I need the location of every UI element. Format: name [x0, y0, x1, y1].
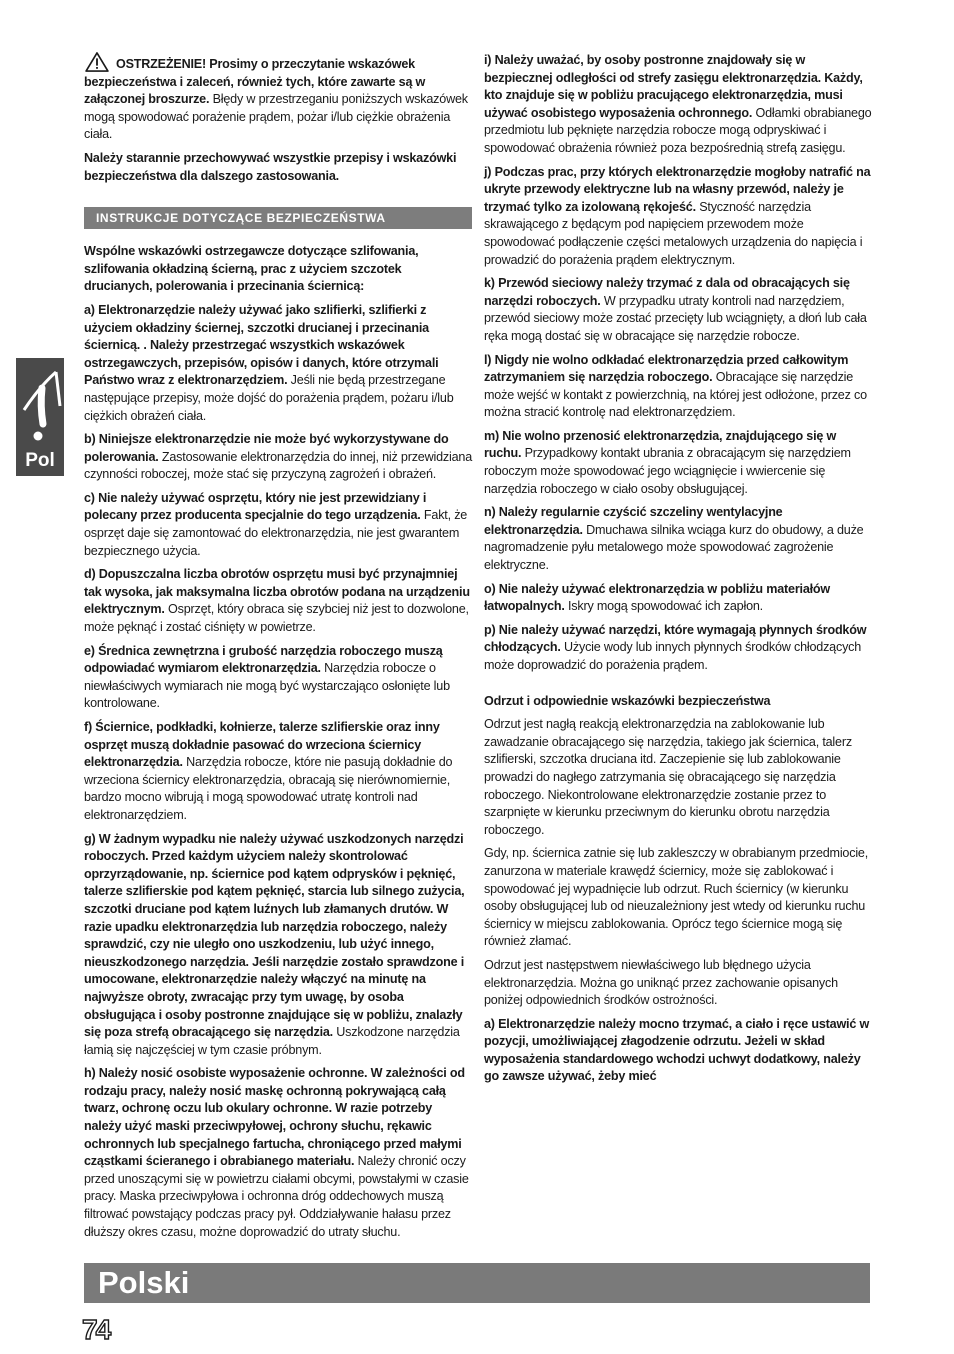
item-n: [484, 504, 872, 574]
item-k: [484, 275, 872, 345]
kickback-item-a: a) Elektronarzędzie należy mocno trzymać, a ciało i ręce ustawić w pozycji, umożliwiającej złagodzenie odrzutu. Jeżeli w skład wyposażenia standardowego wchodzi uchwyt dodatkowy, należy go zawsze używać, żeby mieć: [484, 1016, 870, 1084]
item-f: [84, 719, 472, 825]
item-e: [84, 643, 472, 713]
item-a-bold: a) Elektronarzędzie należy używać jako szlifierki, szlifierki z użyciem okładziny ściernej, szczotki drucianej i przecinania ściernicą. . Należy przestrzegać wszystkich wskazówek ostrzegawczych, przepisów, opisów i danych, które otrzymali Państwo wraz z elektronarzędziem.: [84, 302, 439, 388]
item-l: [484, 352, 872, 422]
item-k-bold: k) Przewód sieciowy należy trzymać z dala od obracających się narzędzi roboczych.: [484, 276, 850, 308]
item-e-text: Narzędzia robocze o niewłaściwych wymiarach nie mogą być wystarczająco osłonięte lub kontrolowane.: [84, 661, 450, 711]
page-number: 74: [82, 1314, 110, 1345]
item-o: [484, 581, 872, 616]
item-g: [84, 831, 472, 1060]
item-c: [84, 490, 472, 560]
item-j-text: Styczność narzędzia skrawającego z będącym pod napięciem przewodem może spowodować podłączenie części metalowych urządzenia do napięcia i prowadzić do porażenia prądem elektrycznym.: [484, 199, 863, 267]
item-n-bold: n) Należy regularnie czyścić szczeliny wentylacyjne elektronarzędzia.: [484, 505, 783, 537]
right-column: [484, 52, 872, 1092]
item-h-bold: h) Należy nosić osobiste wyposażenie ochronne. W zależności od rodzaju pracy, należy nosić maskę ochronną pokrywającą całą twarz, ochronę oczu lub okulary ochronne. W razie potrzeby należy użyć maski przeciwpyłowej, ochrony słuchu, rękawic ochronnych lub specjalnego fartucha, chroniącego przed małymi cząstkami ścieranego i obrabianego materiału.: [84, 1066, 465, 1169]
item-o-text: Iskry mogą spowodować ich zapłon.: [564, 599, 763, 614]
item-e-bold: e) Średnica zewnętrzna i grubość narzędzia roboczego muszą odpowiadać wymiarom elektronarzędzia.: [84, 643, 443, 676]
kickback-paragraph-1: Odrzut jest nagłą reakcją elektronarzędzia na zablokowanie lub zawadzanie obracającego się narzędzia, takiego jak ściernica, talerz szlifierski, szczotka druciana itd. Zaczepienie się lub zablokowanie prowadzi do nagłego zatrzymania się obracającego się narzędzia roboczego. Niekontrolowane elektronarzędzie zostanie przez to szarpnięte w kierunku przeciwnym do kierunku obrotu narzędzia roboczego.: [484, 717, 852, 837]
item-d-text: Osprzęt, który obraca się szybciej niż jest to dozwolone, może pęknąć i zostać ciśnięty w powietrze.: [84, 602, 469, 635]
item-p-bold: p) Nie należy używać narzędzi, które wymagają płynnych środków chłodzących.: [484, 622, 867, 655]
item-f-text: Narzędzia robocze, które nie pasują dokładnie do wrzeciona ściernicy elektronarzędzia, obracają się nierównomiernie, bardzo mocno wibrują i mogą spowodować utratę kontroli nad elektronarzędziem.: [84, 755, 453, 822]
left-column: [84, 52, 472, 1247]
item-i-bold: i) Należy uważać, by osoby postronne znajdowały się w bezpiecznej odległości od strefy zasięgu elektronarzędzia. Każdy, kto znajduje się w pobliżu pracującego elektronarzędzia, musi używać osobistego wyposażenia ochronnego.: [484, 53, 863, 120]
item-n-text: Dmuchawa silnika wciąga kurz do obudowy, a duże nagromadzenie pyłu metalowego może spowodować zagrożenie elektryczne.: [484, 522, 864, 573]
item-i: [484, 52, 872, 158]
warning-paragraph: [84, 52, 472, 144]
item-k-text: W przypadku utraty kontroli nad narzędziem, przewód sieciowy może zostać przecięty lub wciągnięty, a dłoń lub cała ręka mogą dostać się w obracające się narzędzie robocze.: [484, 293, 867, 343]
warning-text: Błędy w przestrzeganiu poniższych wskazówek mogą spowodować porażenie prądem, pożar i/lub ciężkie obrażenia ciała.: [84, 92, 468, 142]
item-a: [84, 302, 472, 425]
intro-text: Wspólne wskazówki ostrzegawcze dotyczące szlifowania, szlifowania okładziną ścierną, prac z użyciem szczotek drucianych, polerowania i przecinania ściernicą:: [84, 244, 419, 294]
item-b: [84, 431, 472, 484]
kickback-paragraph-2: Gdy, np. ściernica zatnie się lub zakleszczy w obrabianym przedmiocie, zanurzona w materiale krawędź ściernicy, może się zablokować i spowodować jej wypadnięcie lub odrzut. Ruch ściernicy (w kierunku osoby obsługującej lub od nieuzależniony jest wtedy od kierunku ruchu ściernicy w miejscu zablokowania. Oprócz tego ściernice mogą się również złamać.: [484, 846, 869, 949]
language-title: Polski: [98, 1265, 190, 1300]
item-d-bold: d) Dopuszczalna liczba obrotów osprzętu musi być przynajmniej tak wysoka, jak maksymalna liczba obrotów podana na urządzeniu elektrycznym.: [84, 567, 470, 617]
item-c-text: Fakt, że osprzęt daje się zamontować do elektronarzędzia, nie jest gwarantem bezpiecznego użycia.: [84, 508, 468, 558]
item-j-bold: j) Podczas prac, przy których elektronarzędzie mogłoby natrafić na ukryte przewody elektryczne lub na własny przewód, należy je trzymać tylko za izolowaną rękojeść.: [484, 164, 871, 214]
item-h: [84, 1065, 472, 1241]
item-h-text: Należy chronić oczy przed unoszącymi się w powietrzu ciałami obcymi, powstałymi w czasie pracy. Maska przeciwpyłowa i ochronna dróg oddechowych muszą filtrować powstający podczas pracy pył. Oddziaływanie hałasu przez dłuższy okres czasu, możne doprowadzić do utraty słuchu.: [84, 1154, 469, 1239]
item-j: [484, 164, 872, 270]
item-m: [484, 428, 872, 498]
item-g-text: Uszkodzone narzędzia łamią się najczęściej w tym czasie próbnym.: [84, 1025, 460, 1057]
language-label: Pol: [25, 450, 55, 471]
keep-instructions: Należy starannie przechowywać wszystkie przepisy i wskazówki bezpieczeństwa dla dalszego zastosowania.: [84, 150, 457, 183]
section-heading: INSTRUKCJE DOTYCZĄCE BEZPIECZEŃSTWA: [84, 207, 472, 229]
item-p-text: Użycie wody lub innych płynnych środków chłodzących może doprowadzić do porażenia prądem.: [484, 640, 862, 672]
item-p: [484, 622, 872, 675]
footer-bar: [84, 1263, 870, 1303]
item-b-bold: b) Niniejsze elektronarzędzie nie może być wykorzystywane do polerowania.: [84, 432, 449, 464]
kickback-heading: Odrzut i odpowiednie wskazówki bezpieczeństwa: [484, 693, 771, 708]
item-a-text: Jeśli nie będą przestrzegane następujące przepisy, może dojść do porażenia prądem, pożaru i/lub ciężkich obrażeń ciała.: [84, 373, 454, 423]
warning-triangle-icon: [84, 52, 110, 72]
language-tab: [16, 358, 64, 476]
item-d: [84, 566, 472, 636]
kickback-paragraph-3: Odrzut jest następstwem niewłaściwego lub błędnego użycia elektronarzędzia. Można go uniknąć przez zachowanie opisanych poniżej odpowiednich środków ostrożności.: [484, 957, 838, 1008]
exclamation-icon: [16, 366, 64, 446]
item-f-bold: f) Ściernice, podkładki, kołnierze, talerze szlifierskie oraz inny osprzęt muszą dokładnie pasować do wrzeciona ściernicy elektronarzędzia.: [84, 720, 440, 770]
item-g-bold: g) W żadnym wypadku nie należy używać uszkodzonych narzędzi roboczych. Przed każdym użyciem należy skontrolować oprzyrządowanie, np. ściernice pod kątem odprysków i pęknięć, talerze szlifierskie pod kątem pęknięć, starcia lub silnego zużycia, szczotki druciane pod kątem luźnych lub złamanych drutów. W razie upadku elektronarzędzia lub narzędzia roboczego, należy sprawdzić, czy nie uległo ono uszkodzeniu, lub użyć innego, nieuszkodzonego narzędzia. Jeśli narzędzie zostało sprawdzone i umocowane, elektronarzędzie należy włączyć na minutę na najwyższe obroty, zwracając przy tym uwagę, by osoba obsługująca i osoby postronne znajdujące się w pobliżu, znalazły się poza strefą obracającego się narzędzia.: [84, 831, 465, 1040]
item-o-bold: o) Nie należy używać elektronarzędzia w pobliżu materiałów łatwopalnych.: [484, 581, 831, 614]
item-m-bold: m) Nie wolno przenosić elektronarzędzia, znajdującego się w ruchu.: [484, 428, 837, 461]
warning-bold: OSTRZEŻENIE! Prosimy o przeczytanie wskazówek bezpieczeństwa i zaleceń, również tych, które zawarte są w załączonej broszurze.: [84, 57, 426, 107]
item-l-text: Obracające się narzędzie może wejść w kontakt z powierzchnią, na której jest odłożone, przez co można stracić kontrolę nad elektronarzędziem.: [484, 370, 867, 420]
item-l-bold: l) Nigdy nie wolno odkładać elektronarzędzia przed całkowitym zatrzymaniem się narzędzia roboczego.: [484, 352, 849, 385]
item-m-text: Przypadkowy kontakt ubrania z obracającym się narzędziem roboczym może spowodować jego wciągnięcie i wwiercenie się narzędzia roboczego w ciało osoby obsługującej.: [484, 446, 851, 496]
item-c-bold: c) Nie należy używać osprzętu, który nie jest przewidziany i polecany przez producenta specjalnie do tego urządzenia.: [84, 490, 427, 523]
item-b-text: Zastosowanie elektronarzędzia do innej, niż przewidziana czynności roboczej, może stać się przyczyną zagrożeń i obrażeń.: [84, 449, 472, 482]
item-i-text: Odłamki obrabianego przedmiotu lub pęknięte narzędzia robocze mogą odpryskiwać i spowodować obrażenia również poza bezpośrednią strefą zasięgu.: [484, 105, 872, 155]
